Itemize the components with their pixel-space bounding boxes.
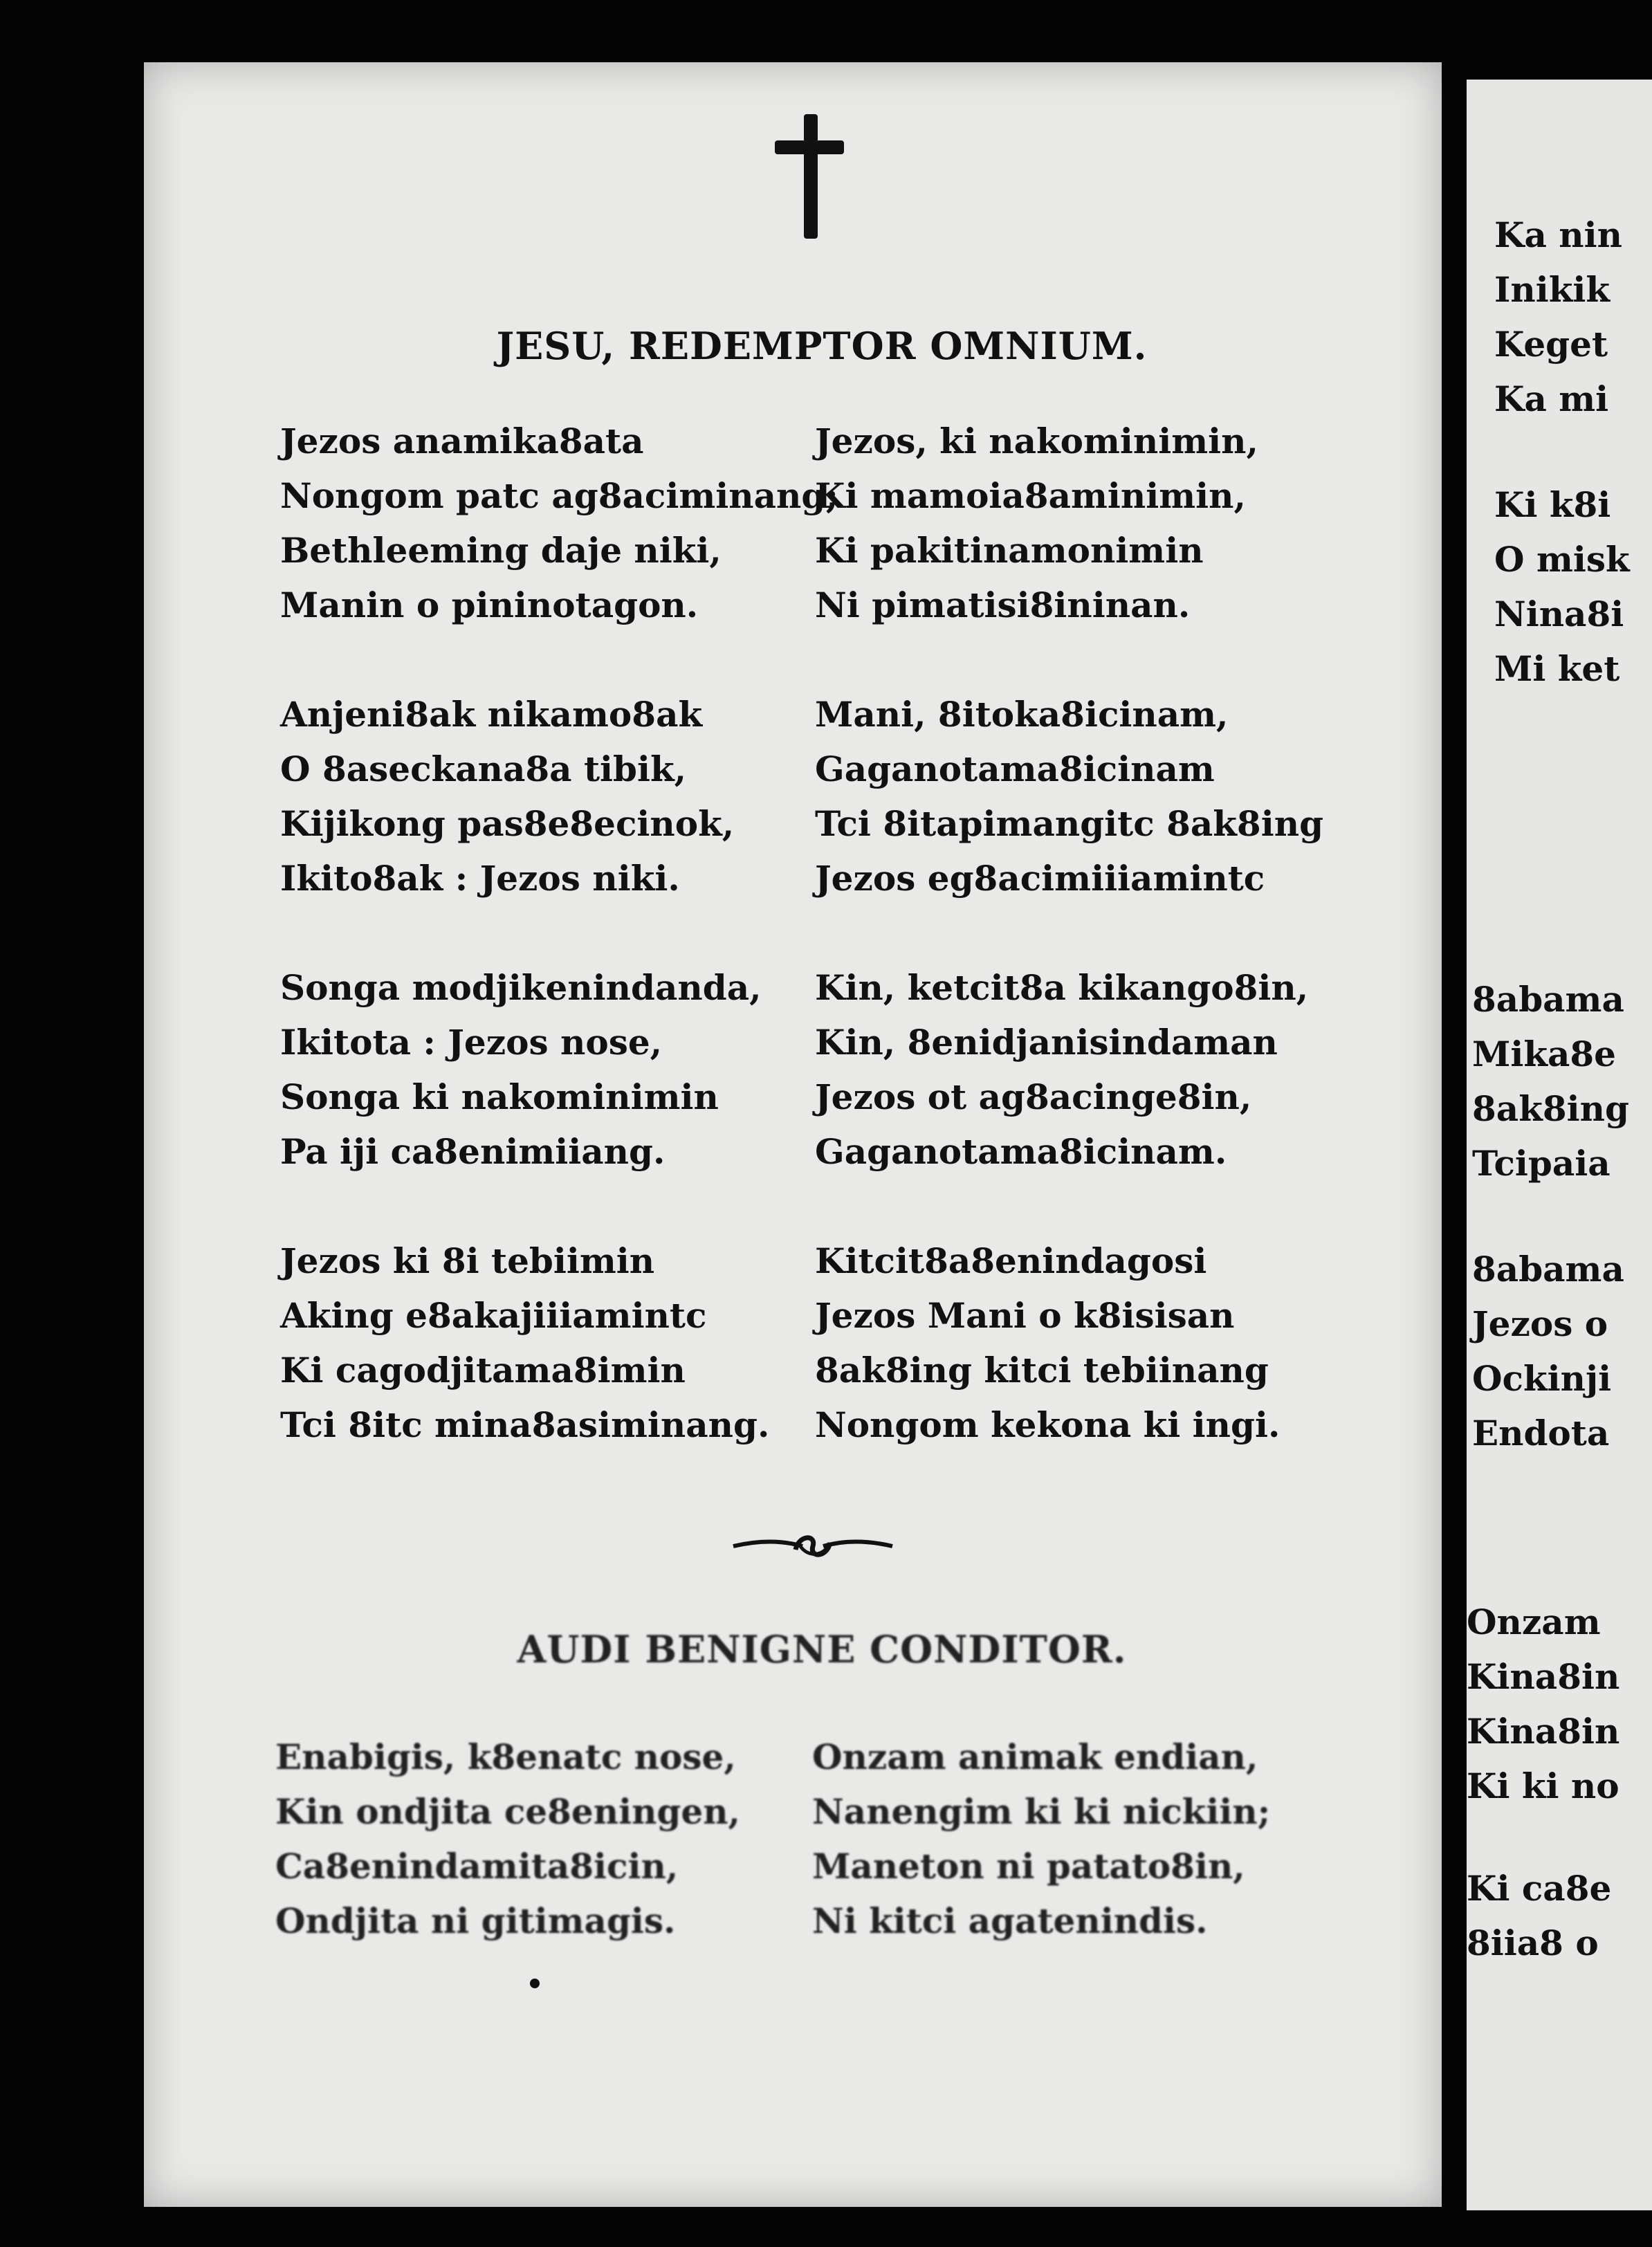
verse-fragment: Endota — [1472, 1413, 1610, 1453]
stanza — [280, 960, 838, 1179]
stanza — [815, 1233, 1323, 1452]
verse-line: Bethleeming daje niki, — [280, 530, 722, 571]
ink-spot — [530, 1979, 540, 1988]
verse-line: Ni pimatisi8ininan. — [815, 585, 1191, 625]
cross-icon — [775, 114, 844, 239]
verse-line: Kin, ketcit8a kikango8in, — [815, 967, 1309, 1008]
verse-line: Jezos ot ag8acinge8in, — [815, 1076, 1252, 1117]
verse-fragment: 8abama — [1472, 1249, 1624, 1290]
verse-line: Mani, 8itoka8icinam, — [815, 694, 1229, 735]
verse-line: Manin o pininotagon. — [280, 585, 699, 625]
verse-line: Tci 8itapimangitc 8ak8ing — [815, 803, 1324, 844]
verse-fragment: Ki ki no — [1467, 1766, 1619, 1806]
verse-line: Kitcit8a8enindagosi — [815, 1240, 1207, 1281]
verse-line: Ki mamoia8aminimin, — [815, 475, 1246, 516]
verse-line: Songa ki nakominimin — [280, 1076, 719, 1117]
stanza — [815, 687, 1323, 906]
verse-line: 8ak8ing kitci tebiinang — [815, 1350, 1269, 1391]
hymn1-right-column — [815, 414, 1323, 1507]
stanza — [1472, 1242, 1624, 1460]
verse-line: Tci 8itc mina8asiminang. — [280, 1404, 770, 1445]
verse-line: Jezos ki 8i tebiimin — [280, 1240, 655, 1281]
verse-line: Kijikong pas8e8ecinok, — [280, 803, 735, 844]
verse-line: Anjeni8ak nikamo8ak — [280, 694, 703, 735]
verse-fragment: Ka mi — [1494, 378, 1609, 419]
stanza — [280, 414, 838, 632]
verse-line: Jezos, ki nakominimin, — [815, 421, 1258, 461]
verse-fragment: O misk — [1494, 539, 1630, 580]
verse-line: Aking e8akajiiiamintc — [280, 1295, 707, 1336]
verse-fragment: Kina8in — [1467, 1711, 1620, 1752]
verse-fragment: 8abama — [1472, 979, 1624, 1020]
stanza — [280, 1233, 838, 1452]
verse-line: Pa iji ca8enimiiang. — [280, 1131, 666, 1172]
verse-fragment: Ki ca8e — [1467, 1868, 1612, 1909]
verse-line: Maneton ni patato8in, — [812, 1846, 1245, 1887]
verse-line: Nanengim ki ki nickiin; — [812, 1791, 1271, 1832]
verse-fragment: Ockinji — [1472, 1358, 1612, 1399]
verse-line: Gaganotama8icinam — [815, 749, 1215, 789]
hymn2-title: AUDI BENIGNE CONDITOR. — [517, 1627, 1127, 1671]
verse-fragment: Inikik — [1494, 269, 1610, 310]
hymn2-left-column — [275, 1730, 740, 1948]
verse-line: Ki pakitinamonimin — [815, 530, 1204, 571]
verse-line: Ikitota : Jezos nose, — [280, 1022, 663, 1063]
verse-line: Ikito8ak : Jezos niki. — [280, 858, 680, 899]
hymn1-title: JESU, REDEMPTOR OMNIUM. — [496, 324, 1148, 368]
verse-fragment: Nina8i — [1494, 594, 1624, 634]
verse-fragment: Onzam — [1467, 1602, 1601, 1642]
verse-fragment: Mi ket — [1494, 648, 1620, 689]
hymn1-left-column — [280, 414, 838, 1507]
verse-fragment: Mika8e — [1472, 1034, 1616, 1074]
hymn2-right-column — [812, 1730, 1270, 1948]
next-page-text — [1467, 80, 1652, 2210]
verse-fragment: Ka nin — [1494, 214, 1622, 255]
stanza — [1467, 1595, 1619, 1813]
verse-fragment: Keget — [1494, 324, 1608, 365]
verse-line: Jezos Mani o k8isisan — [815, 1295, 1235, 1336]
verse-line: Gaganotama8icinam. — [815, 1131, 1227, 1172]
stanza — [815, 960, 1323, 1179]
verse-line: Ki cagodjitama8imin — [280, 1350, 686, 1391]
verse-line: Ni kitci agatenindis. — [812, 1900, 1208, 1941]
verse-line: Jezos anamika8ata — [280, 421, 644, 461]
verse-line: Onzam animak endian, — [812, 1736, 1258, 1777]
verse-fragment: Kina8in — [1467, 1656, 1620, 1697]
verse-line: O 8aseckana8a tibik, — [280, 749, 687, 789]
stanza — [1494, 477, 1630, 696]
stanza — [1472, 972, 1629, 1191]
verse-line: Ondjita ni gitimagis. — [275, 1900, 676, 1941]
verse-line: Ca8enindamita8icin, — [275, 1846, 679, 1887]
verse-line: Jezos eg8acimiiiamintc — [815, 858, 1265, 899]
verse-fragment: Jezos o — [1472, 1303, 1608, 1344]
verse-fragment: 8iia8 o — [1467, 1923, 1599, 1963]
ornament-divider-icon — [730, 1529, 896, 1563]
verse-fragment: Tcipaia — [1472, 1143, 1610, 1184]
verse-line: Kin ondjita ce8eningen, — [275, 1791, 740, 1832]
verse-fragment: Ki k8i — [1494, 484, 1611, 525]
stanza — [815, 414, 1323, 632]
verse-line: Nongom patc ag8aciminang; — [280, 475, 838, 516]
stanza — [1494, 208, 1622, 426]
verse-line: Nongom kekona ki ingi. — [815, 1404, 1281, 1445]
stanza — [280, 687, 838, 906]
stanza — [1467, 1861, 1611, 1970]
verse-line: Kin, 8enidjanisindaman — [815, 1022, 1278, 1063]
verse-line: Songa modjikenindanda, — [280, 967, 762, 1008]
verse-line: Enabigis, k8enatc nose, — [275, 1736, 736, 1777]
verse-fragment: 8ak8ing — [1472, 1088, 1629, 1129]
